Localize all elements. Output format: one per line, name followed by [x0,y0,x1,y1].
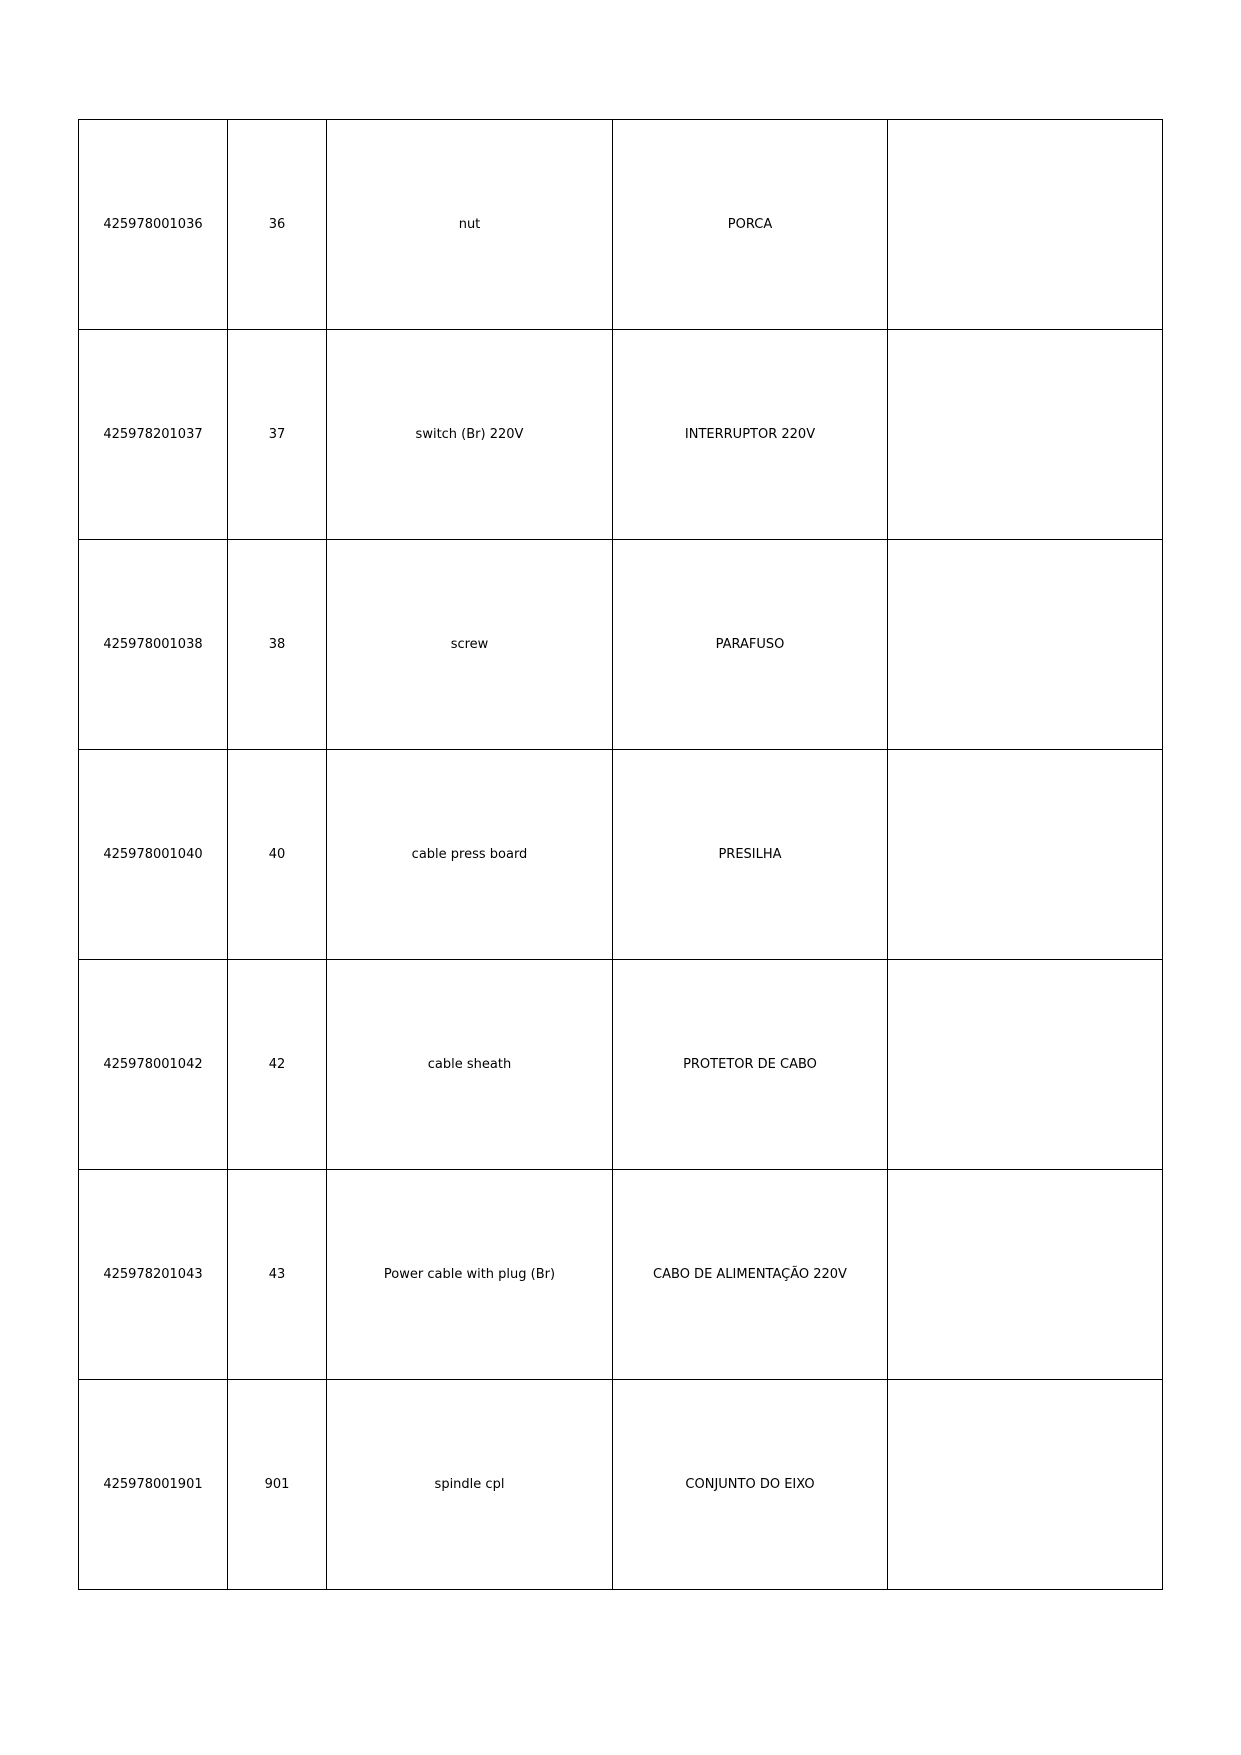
table-row [79,1170,1163,1380]
note-cell [888,540,1163,750]
position-cell: 37 [228,330,327,540]
part-code-cell: 425978001036 [79,120,228,330]
note-cell [888,750,1163,960]
description-en-cell: cable press board [327,750,613,960]
note-cell [888,1170,1163,1380]
table-row [79,330,1163,540]
part-code-cell: 425978001038 [79,540,228,750]
position-cell: 36 [228,120,327,330]
description-en-cell: Power cable with plug (Br) [327,1170,613,1380]
description-en-cell: cable sheath [327,960,613,1170]
note-cell [888,330,1163,540]
description-en-cell: screw [327,540,613,750]
part-code-cell: 425978001040 [79,750,228,960]
part-code-cell: 425978001901 [79,1380,228,1590]
description-pt-cell: CONJUNTO DO EIXO [613,1380,888,1590]
table-row [79,750,1163,960]
table-row [79,1380,1163,1590]
position-cell: 40 [228,750,327,960]
part-code-cell: 425978201037 [79,330,228,540]
note-cell [888,120,1163,330]
part-code-cell: 425978001042 [79,960,228,1170]
description-pt-cell: PARAFUSO [613,540,888,750]
description-en-cell: switch (Br) 220V [327,330,613,540]
position-cell: 42 [228,960,327,1170]
parts-table [78,119,1163,1590]
description-pt-cell: INTERRUPTOR 220V [613,330,888,540]
position-cell: 901 [228,1380,327,1590]
description-pt-cell: PROTETOR DE CABO [613,960,888,1170]
part-code-cell: 425978201043 [79,1170,228,1380]
position-cell: 43 [228,1170,327,1380]
description-en-cell: spindle cpl [327,1380,613,1590]
table-row [79,120,1163,330]
table-row [79,960,1163,1170]
table-row [79,540,1163,750]
position-cell: 38 [228,540,327,750]
description-pt-cell: PRESILHA [613,750,888,960]
description-en-cell: nut [327,120,613,330]
description-pt-cell: PORCA [613,120,888,330]
description-pt-cell: CABO DE ALIMENTAÇÃO 220V [613,1170,888,1380]
note-cell [888,960,1163,1170]
note-cell [888,1380,1163,1590]
